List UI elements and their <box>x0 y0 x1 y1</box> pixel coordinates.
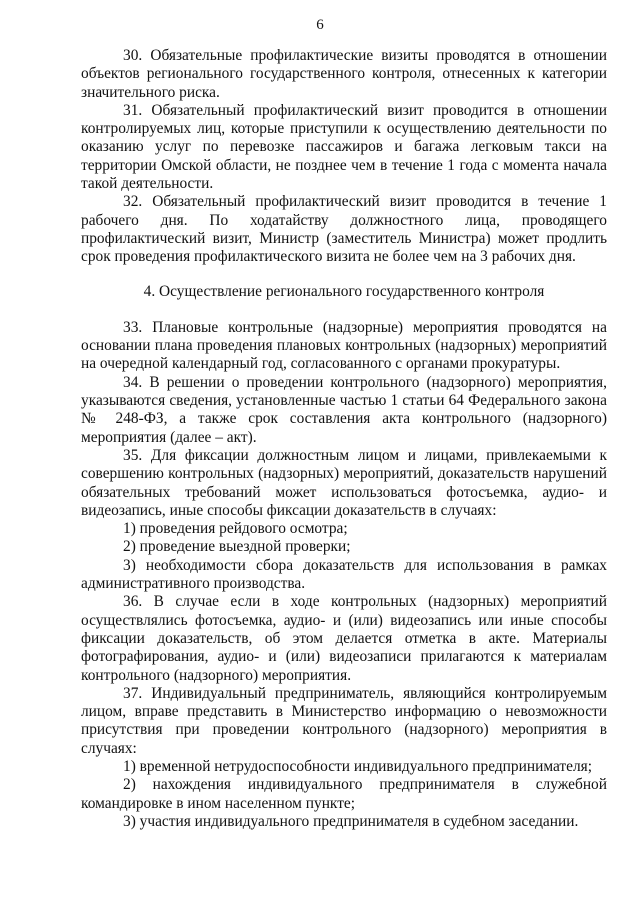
paragraph-35: 35. Для фиксации должностным лицом и лицами, привлекаемыми к совершению контрольных (надзорных) мероприятий, доказательств нарушений обязательных требований может использоваться фотосъемка, аудио- и видеозапись, иные способы фиксации доказательств в случаях: <box>81 446 607 519</box>
list-item-35-2: 2) проведение выездной проверки; <box>123 538 351 556</box>
list-item-37-3: 3) участия индивидуального предпринимателя в судебном заседании. <box>123 812 579 830</box>
list-item-35-1: 1) проведения рейдового осмотра; <box>123 520 348 538</box>
paragraph-37: 37. Индивидуальный предприниматель, являющийся контролируемым лицом, вправе представить в Министерство информацию о невозможности присутствия при проведении контрольного (надзорного) мероприятия в случаях: <box>81 684 607 757</box>
list-item-37-1: 1) временной нетрудоспособности индивидуального предпринимателя; <box>123 757 592 775</box>
section-heading: 4. Осуществление регионального государственного контроля <box>143 282 545 300</box>
list-item-35-3: 3) необходимости сбора доказательств для использования в рамках административного производства. <box>81 556 607 593</box>
paragraph-34: 34. В решении о проведении контрольного (надзорного) мероприятия, указываются сведения, установленные частью 1 статьи 64 Федерального закона № 248-ФЗ, а также срок составления акта контрольного (надзорного) мероприятия (далее – акт). <box>81 373 607 446</box>
paragraph-32: 32. Обязательный профилактический визит проводится в течение 1 рабочего дня. По ходатайству должностного лица, проводящего профилактический визит, Министр (заместитель Министра) может продлить срок проведения профилактического визита не более чем на 3 рабочих дня. <box>81 193 607 266</box>
list-item-37-2: 2) нахождения индивидуального предпринимателя в служебной командировке в ином населенном пункте; <box>81 776 607 812</box>
paragraph-36: 36. В случае если в ходе контрольных (надзорных) мероприятий осуществлялись фотосъемка, аудио- и (или) видеозапись или иные способы фиксации доказательств, об этом делается отметка в акте. Материалы фотографирования, аудио- и (или) видеозаписи прилагаются к материалам контрольного (надзорного) мероприятия. <box>81 593 607 684</box>
document-body <box>81 47 607 831</box>
paragraph-33: 33. Плановые контрольные (надзорные) мероприятия проводятся на основании плана проведения плановых контрольных (надзорных) мероприятий на очередной календарный год, согласованного с органами прокуратуры. <box>81 318 607 373</box>
paragraph-30: 30. Обязательные профилактические визиты проводятся в отношении объектов регионального государственного контроля, отнесенных к категории значительного риска. <box>81 47 607 101</box>
page-number: 6 <box>316 17 324 33</box>
paragraph-31: 31. Обязательный профилактический визит проводится в отношении контролируемых лиц, которые приступили к осуществлению деятельности по оказанию услуг по перевозке пассажиров и багажа легковым такси на территории Омской области, не позднее чем в течение 1 года с момента начала такой деятельности. <box>81 101 607 193</box>
